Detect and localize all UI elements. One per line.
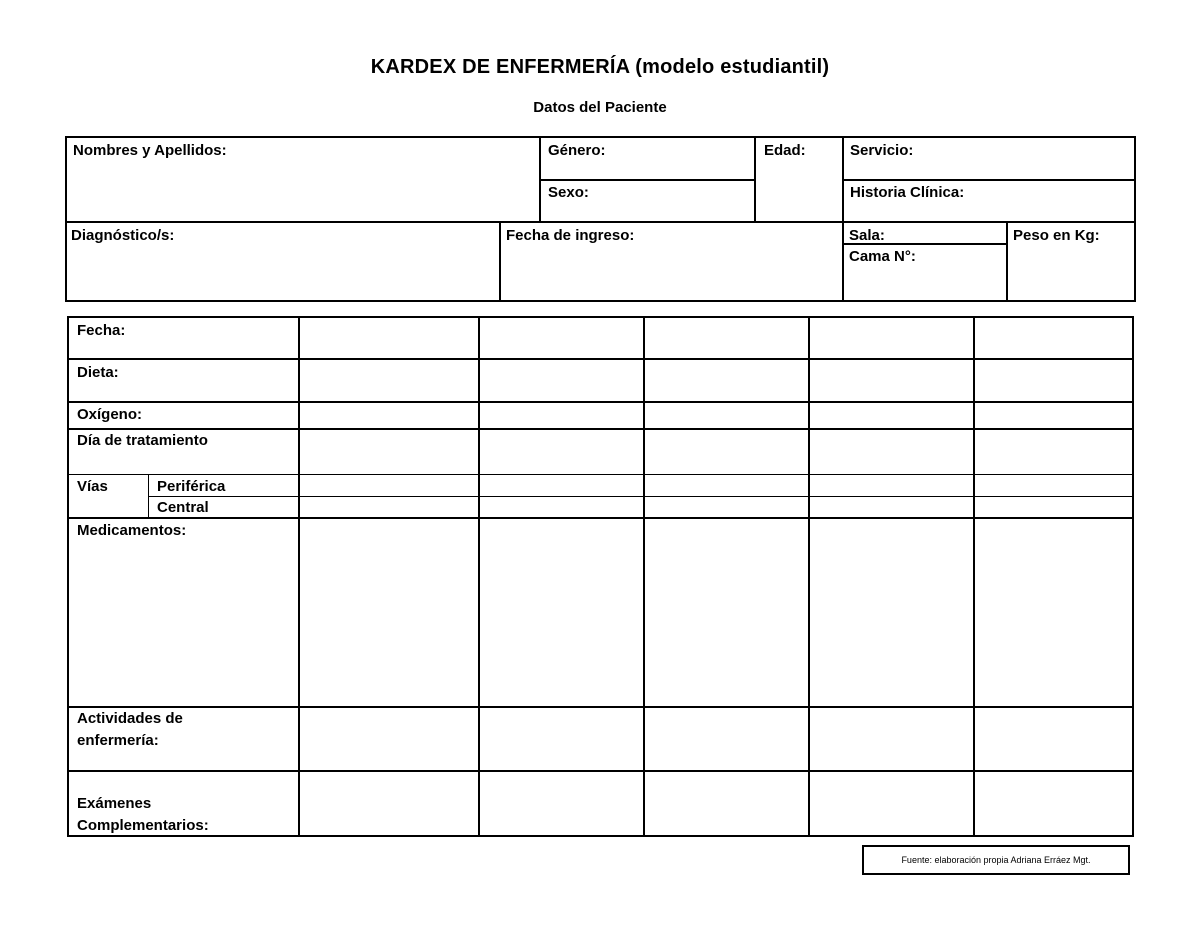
sala-field[interactable] <box>900 223 1004 242</box>
vias-row-label: Vías <box>77 478 108 495</box>
day-column-5[interactable] <box>975 318 1132 835</box>
actividades-row-label: Actividades de enfermería: <box>77 710 183 749</box>
oxigeno-row-label: Oxígeno: <box>77 406 143 423</box>
day-column-3[interactable] <box>645 318 807 835</box>
sexo-field[interactable] <box>605 181 752 220</box>
historia-clinica-field[interactable] <box>995 181 1133 220</box>
dia-tratamiento-row-label: Día de tratamiento <box>77 432 208 449</box>
diagnostico-field[interactable] <box>67 247 497 300</box>
servicio-field[interactable] <box>935 138 1133 178</box>
servicio-label: Servicio: <box>850 142 914 159</box>
document-title: KARDEX DE ENFERMERÍA (modelo estudiantil) <box>370 56 830 78</box>
historia-clinica-label: Historia Clínica: <box>850 184 965 201</box>
dieta-row-label: Dieta: <box>77 364 119 381</box>
peso-field[interactable] <box>1008 247 1134 300</box>
patient-form-col-divider <box>842 136 844 302</box>
sala-label: Sala: <box>849 227 885 244</box>
source-note: Fuente: elaboración propia Adriana Erráez Mgt. <box>862 845 1130 875</box>
central-row-label: Central <box>157 499 209 516</box>
nombres-field[interactable] <box>67 162 537 219</box>
peso-label: Peso en Kg: <box>1013 227 1100 244</box>
fecha-row-label: Fecha: <box>77 322 126 339</box>
nombres-label: Nombres y Apellidos: <box>73 142 227 159</box>
examenes-row-label: Exámenes Complementarios: <box>77 795 209 834</box>
genero-label: Género: <box>548 142 606 159</box>
day-column-2[interactable] <box>480 318 642 835</box>
day-column-4[interactable] <box>810 318 972 835</box>
periferica-row-label: Periférica <box>157 478 226 495</box>
day-column-1[interactable] <box>300 318 477 835</box>
diagnostico-label: Diagnóstico/s: <box>71 227 175 244</box>
cama-field[interactable] <box>935 245 1004 300</box>
fecha-ingreso-field[interactable] <box>501 247 840 300</box>
edad-field[interactable] <box>756 164 840 220</box>
genero-field[interactable] <box>620 138 752 178</box>
sexo-label: Sexo: <box>548 184 589 201</box>
cama-label: Cama N°: <box>849 248 916 265</box>
document-subtitle: Datos del Paciente <box>533 99 667 116</box>
medicamentos-row-label: Medicamentos: <box>77 522 187 539</box>
fecha-ingreso-label: Fecha de ingreso: <box>506 227 635 244</box>
edad-label: Edad: <box>764 142 806 159</box>
